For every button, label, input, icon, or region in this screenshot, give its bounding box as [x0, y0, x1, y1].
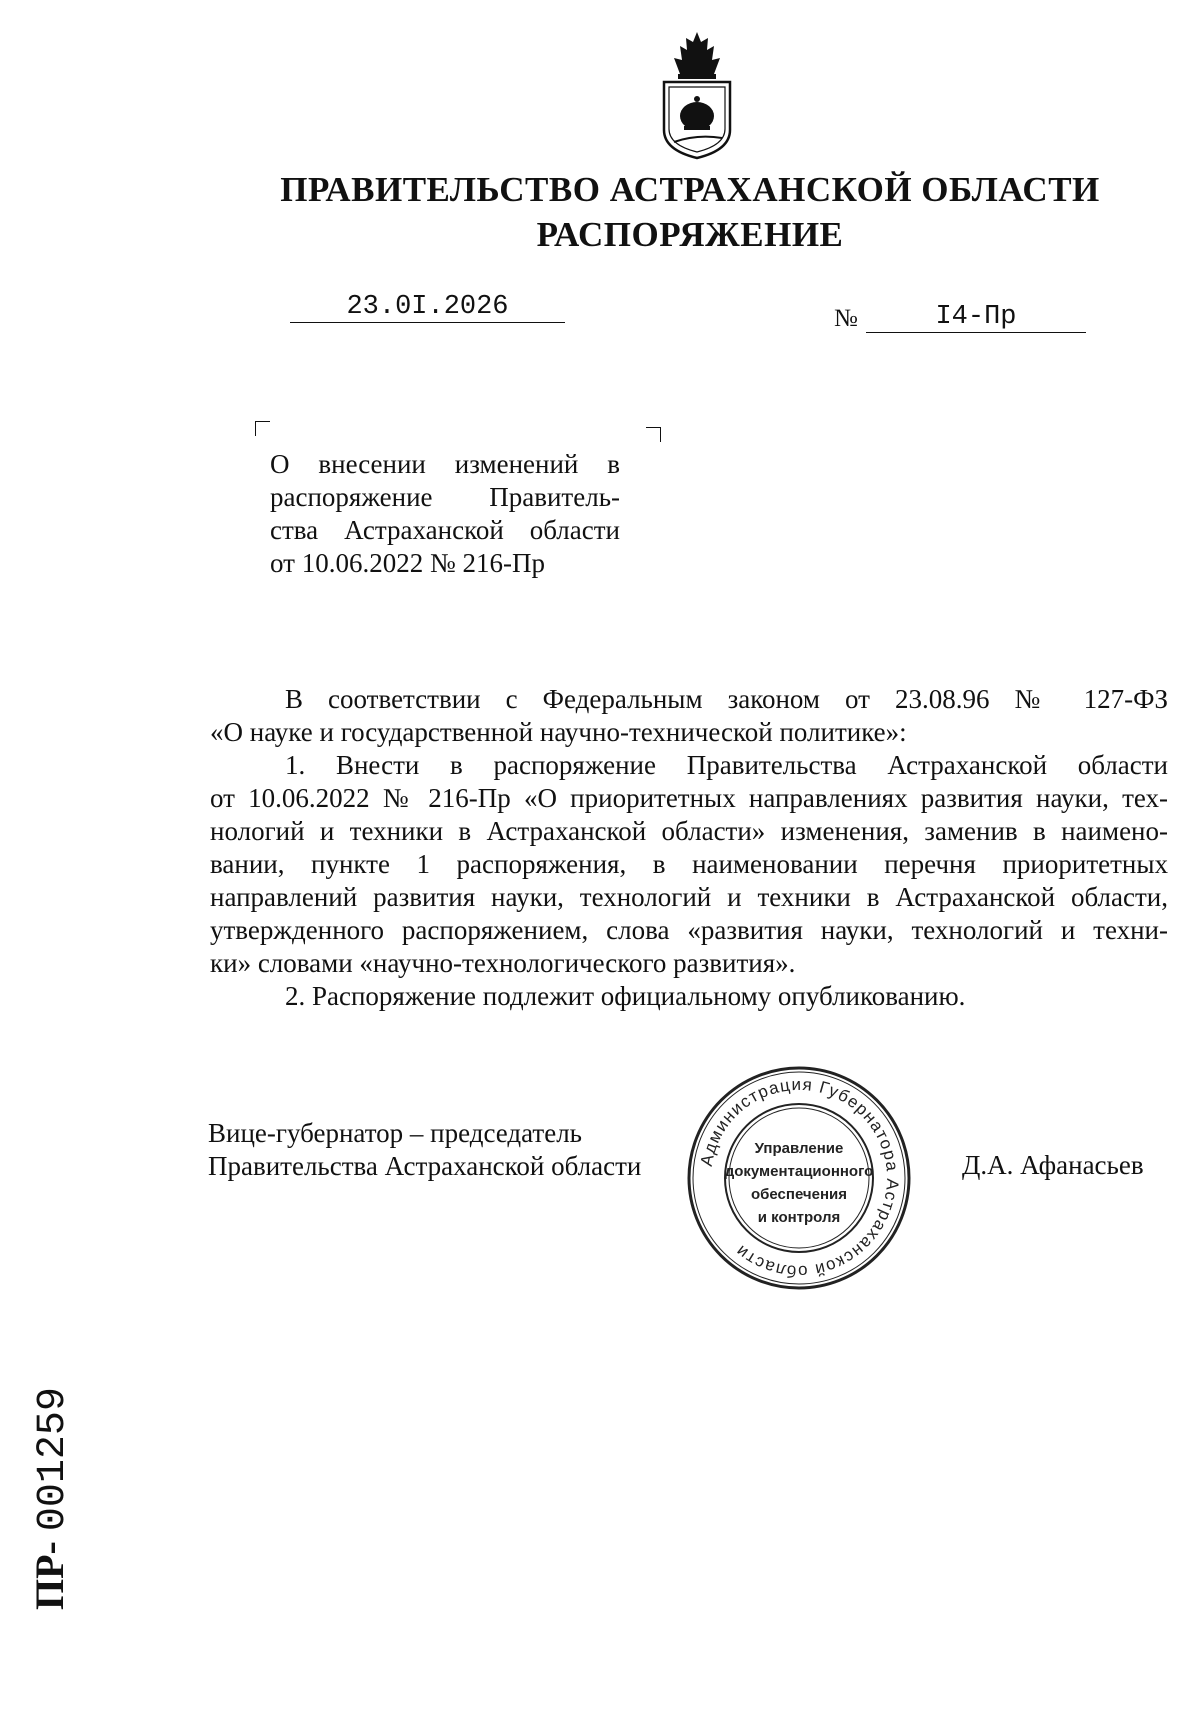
date-underline — [290, 322, 565, 323]
body-line: ки» словами «научно-технологического развития». — [210, 948, 796, 978]
registration-number — [26, 1387, 76, 1610]
body-line: «О науке и государственной научно-технической политике»: — [210, 717, 907, 747]
signatory-position-line: Вице-губернатор – председатель — [208, 1118, 582, 1148]
body-line: нологий и техники в Астраханской области» изменения, заменив в наимено- — [210, 816, 1168, 846]
document-subject — [270, 448, 620, 580]
body-line: вании, пункте 1 распоряжения, в наименовании перечня приоритетных — [210, 849, 1168, 879]
stamp-center-line: обеспечения — [750, 1186, 848, 1203]
stamp-center-line: документационного — [724, 1163, 874, 1180]
official-stamp — [684, 1063, 914, 1293]
registration-value: 001259 — [31, 1387, 76, 1532]
registration-prefix: ПР- — [27, 1541, 72, 1610]
number-underline — [866, 332, 1086, 333]
document-number: I4-Пр — [935, 302, 1017, 332]
document-type-title: РАСПОРЯЖЕНИЕ — [536, 215, 844, 254]
signatory-name: Д.А. Афанасьев — [962, 1150, 1144, 1180]
coat-of-arms-icon — [652, 30, 742, 160]
body-line: от 10.06.2022 № 216-Пр «О приоритетных направлениях развития науки, тех- — [210, 783, 1168, 813]
number-sign: № — [834, 305, 858, 332]
document-date: 23.0I.2026 — [346, 292, 509, 322]
stamp-center-line: Управление — [754, 1140, 844, 1157]
subject-line: О внесении изменений в — [270, 449, 620, 479]
signatory-position — [208, 1117, 641, 1183]
body-line: В соответствии с Федеральным законом от 23.08.96 № 127-ФЗ — [285, 684, 1168, 714]
document-body — [210, 683, 1168, 1013]
body-line: 2. Распоряжение подлежит официальному опубликованию. — [285, 981, 966, 1011]
stamp-ring-text: Администрация Губернатора Астраханской области — [696, 1074, 903, 1282]
body-line: утвержденного распоряжением, слова «развития науки, технологий и техни- — [210, 915, 1168, 945]
body-line: направлений развития науки, технологий и техники в Астраханской области, — [210, 882, 1168, 912]
subject-corner-right — [646, 427, 661, 442]
subject-corner-left — [255, 421, 270, 436]
signatory-position-line: Правительства Астраханской области — [208, 1151, 642, 1181]
document-authority-title: ПРАВИТЕЛЬСТВО АСТРАХАНСКОЙ ОБЛАСТИ — [280, 170, 1100, 209]
subject-line: ства Астраханской области — [270, 515, 620, 545]
stamp-center-line: и контроля — [757, 1209, 841, 1226]
subject-line: от 10.06.2022 № 216-Пр — [270, 548, 545, 578]
subject-line: распоряжение Правитель- — [270, 482, 620, 512]
body-line: 1. Внести в распоряжение Правительства Астраханской области — [285, 750, 1168, 780]
